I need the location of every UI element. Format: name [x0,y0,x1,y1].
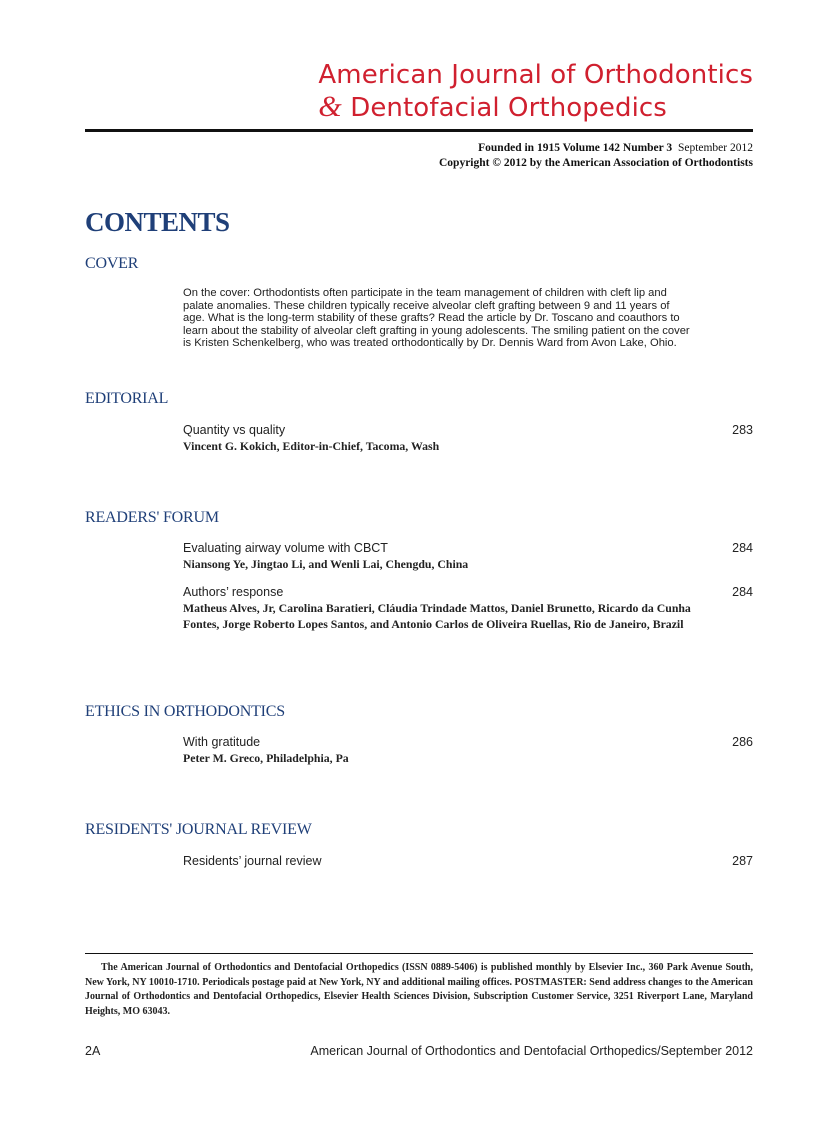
cover-description: On the cover: Orthodontists often participate in the team management of children with cleft lip and palate anomalies. These children typically receive alveolar cleft grafting between 9 and 11 years of age. What is the long-term stability of these grafts? Read the article by Dr. Toscano and coauthors to learn about the stability of alveolar cleft grafting in young adolescents. The smiling patient on the cover is Kristen Schenkelberg, who was treated orthodontically by Dr. Dennis Ward from Avon Lake, Ohio. [183,287,690,349]
article-authors: Vincent G. Kokich, Editor-in-Chief, Tacoma, Wash [183,439,440,453]
article-authors: Niansong Ye, Jingtao Li, and Wenli Lai, Chengdu, China [183,557,469,571]
journal-title-line2: Dentofacial Orthopedics [350,93,667,123]
toc-entry-readers-forum-2[interactable] [183,584,753,632]
toc-entry-residents[interactable] [183,853,753,869]
article-title[interactable]: Residents’ journal review [183,854,322,868]
section-heading-readers-forum: READERS' FORUM [85,509,219,526]
page-number: 284 [732,585,753,599]
article-title[interactable]: Quantity vs quality [183,423,286,437]
page-number: 284 [732,541,753,555]
journal-masthead [318,60,753,124]
section-heading-residents: RESIDENTS' JOURNAL REVIEW [85,821,312,838]
page-title: CONTENTS [85,207,230,237]
article-title[interactable]: With gratitude [183,735,261,749]
founded-volume: Founded in 1915 Volume 142 Number 3 [478,142,673,154]
journal-title [318,60,753,124]
page-number-footer: 2A [85,1044,101,1058]
article-authors: Matheus Alves, Jr, Carolina Baratieri, Cláudia Trindade Mattos, Daniel Brunetto, Ricardo da Cunha Fontes, Jorge Roberto Lopes Santos, and Antonio Carlos de Oliveira Ruellas, Rio de Janeiro, Brazil [183,601,691,631]
header-rule [85,129,753,132]
page-number: 283 [732,423,753,437]
section-heading-editorial: EDITORIAL [85,390,169,407]
toc-entry-ethics[interactable] [183,734,753,766]
copyright: Copyright © 2012 by the American Association of Orthodontists [439,157,753,169]
toc-entry-editorial[interactable] [183,422,753,454]
article-authors: Peter M. Greco, Philadelphia, Pa [183,751,349,765]
page-number: 286 [732,735,753,749]
section-heading-ethics: ETHICS IN ORTHODONTICS [85,703,285,720]
section-heading-cover: COVER [85,255,139,272]
article-title[interactable]: Evaluating airway volume with CBCT [183,541,388,555]
toc-entry-readers-forum-1[interactable] [183,540,753,572]
footer-journal-date: American Journal of Orthodontics and Dentofacial Orthopedics/September 2012 [310,1044,753,1058]
issue-date: September 2012 [677,142,753,154]
ampersand: & [318,90,342,123]
article-title[interactable]: Authors’ response [183,585,284,599]
publication-footnote: The American Journal of Orthodontics and Dentofacial Orthopedics (ISSN 0889-5406) is published monthly by Elsevier Inc., 360 Park Avenue South, New York, NY 10010-1710. Periodicals postage paid at New York, NY and additional mailing offices. POSTMASTER: Send address changes to the American Journal of Orthodontics and Dentofacial Orthopedics, Elsevier Health Sciences Division, Subscription Customer Service, 3251 Riverport Lane, Maryland Heights, MO 63043. [85,962,753,1017]
footnote-rule [85,953,753,954]
journal-title-line1: American Journal of Orthodontics [318,60,753,90]
issue-meta [439,141,753,171]
page-number: 287 [732,854,753,868]
